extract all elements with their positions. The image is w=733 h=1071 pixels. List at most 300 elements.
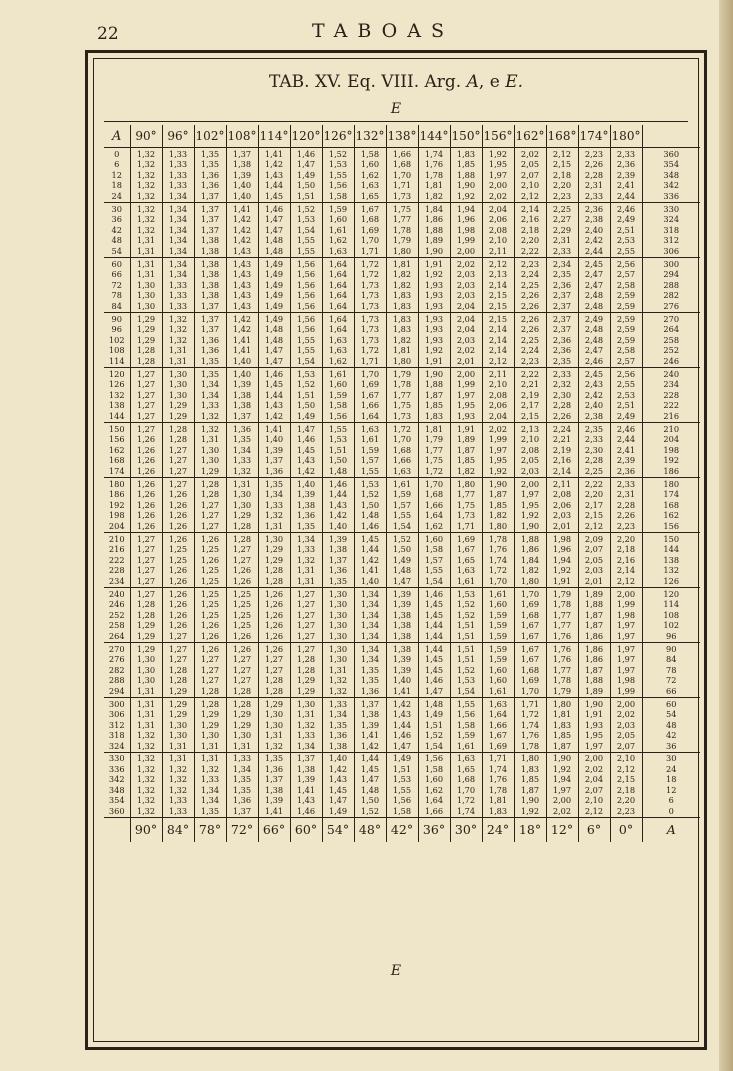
table-cell [546,148,578,203]
table-cell [610,698,642,753]
table-cell [130,258,162,313]
table-cell [290,533,322,588]
table-cell-text: 1,30 1,30 1,30 1,30 1,30 [328,588,348,641]
table-cell [482,533,514,588]
table-cell-text: 1,45 1,44 1,42 1,41 1,40 [360,533,380,586]
table-cell [290,203,322,258]
table-cell-text: 1,52 1,53 1,54 1,55 1,55 [296,203,316,256]
table-cell [162,698,194,753]
table-cell [418,423,450,478]
column-header: 108° [226,125,258,148]
table-cell [610,533,642,588]
table-cell [130,313,162,368]
table-cell [578,203,610,258]
table-cell-text: 1,80 1,77 1,75 1,73 1,71 [456,478,476,531]
column-header: 162° [514,125,546,148]
table-cell-text: 1,30 1,30 1,31 1,32 1,32 [328,643,348,696]
row-arg-left [104,203,130,258]
row-arg-right [642,698,700,753]
table-cell [578,313,610,368]
table-cell-text: 2,49 2,48 2,48 2,47 2,46 [584,313,604,366]
table-cell-text: 2,12 2,15 2,18 2,20 2,23 [552,148,572,201]
table-cell-text: 1,79 1,78 1,77 1,75 1,73 [392,368,412,421]
table-cell-text: 1,49 1,51 1,53 1,55 1,56 1,58 [392,753,412,816]
table-cell [130,643,162,698]
table-cell-text: 2,02 1,99 1,97 1,95 1,92 [488,423,508,476]
table-cell [226,478,258,533]
table-cell-text: 1,35 1,36 1,37 1,38 1,39 1,41 [264,753,284,816]
table-cell [482,258,514,313]
table-cell [610,203,642,258]
table-cell [482,753,514,818]
table-cell [130,148,162,203]
table-cell [514,478,546,533]
table-cell [386,478,418,533]
row-arg-left-text: 0 6 12 18 24 [111,148,122,201]
row-arg-right-text: 150 144 138 132 126 [663,533,680,586]
table-cell [610,588,642,643]
column-footer: 36° [418,817,450,842]
row-arg-left [104,313,130,368]
column-footer: 24° [482,817,514,842]
table-cell [290,698,322,753]
row-arg-left [104,588,130,643]
table-cell-text: 1,53 1,52 1,51 1,50 1,49 [296,368,316,421]
row-arg-left-text: 330 336 342 348 354 360 [108,753,125,816]
table-frame [85,50,707,1050]
table-cell-text: 1,90 1,88 1,87 1,85 1,83 [424,368,444,421]
table-cell [546,368,578,423]
table-cell [322,753,354,818]
row-arg-right [642,423,700,478]
table-cell [578,148,610,203]
row-arg-right [642,753,700,818]
table-cell [258,368,290,423]
table-cell [514,258,546,313]
table-cell-text: 2,33 2,31 2,28 2,26 2,23 [616,478,636,531]
table-cell [610,478,642,533]
table-cell [290,753,322,818]
table-cell-text: 1,31 1,31 1,30 1,30 1,30 [136,258,156,311]
table-cell [162,588,194,643]
table-cell-text: 1,26 1,27 1,27 1,27 1,28 [200,643,220,696]
table-cell [226,203,258,258]
table-inner-frame [93,58,699,1042]
table-cell [546,203,578,258]
table-cell [258,698,290,753]
table-cell-text: 2,37 2,37 2,36 2,36 2,35 [552,313,572,366]
table-cell-text: 1,61 1,59 1,57 1,55 1,54 [392,478,412,531]
column-footer: 84° [162,817,194,842]
table-cell [258,588,290,643]
table-cell [514,698,546,753]
table-cell-text: 1,27 1,26 1,26 1,26 1,26 [168,478,188,531]
table-cell [354,148,386,203]
table-cell-text: 2,04 2,06 2,08 2,10 2,11 [488,203,508,256]
table-cell-text: 1,75 1,77 1,78 1,79 1,80 [392,203,412,256]
table-cell-text: 1,32 1,32 1,32 1,32 1,32 1,32 [136,753,156,816]
row-arg-left [104,148,130,203]
table-cell-text: 1,25 1,25 1,25 1,26 1,26 [200,588,220,641]
column-header: 144° [418,125,450,148]
table-cell-text: 1,81 1,82 1,82 1,83 1,83 [392,258,412,311]
table-cell [226,533,258,588]
table-cell-text: 2,10 2,12 2,15 2,18 2,20 2,23 [616,753,636,816]
table-cell-text: 1,71 1,74 1,76 1,78 1,81 1,83 [488,753,508,816]
table-cell [418,258,450,313]
table-cell-text: 2,24 2,21 2,19 2,16 2,14 [552,423,572,476]
column-footer: 66° [258,817,290,842]
table-cell-text: 2,09 2,07 2,05 2,03 2,01 [584,533,604,586]
table-cell-text: 1,34 1,34 1,35 1,35 1,36 [360,643,380,696]
table-cell-text: 2,00 1,99 1,98 1,97 1,97 [616,588,636,641]
table-cell-text: 1,61 1,60 1,59 1,59 1,59 [488,588,508,641]
table-cell-text: 1,44 1,45 1,47 1,48 1,50 1,52 [360,753,380,816]
table-cell-text: 1,37 1,38 1,39 1,40 1,40 [232,148,252,201]
table-cell-text: 1,88 1,86 1,84 1,82 1,80 [520,533,540,586]
table-cell [130,478,162,533]
table-cell-text: 2,45 2,47 2,47 2,48 2,48 [584,258,604,311]
table-cell-text: 1,32 1,32 1,32 1,31 1,31 [136,203,156,256]
table-cell-text: 1,84 1,86 1,88 1,89 1,90 [424,203,444,256]
table-cell [258,423,290,478]
row-arg-left [104,478,130,533]
table-cell-text: 1,52 1,53 1,55 1,56 1,58 [328,148,348,201]
table-cell [354,478,386,533]
table-cell [482,313,514,368]
row-arg-right-text: 300 294 288 282 276 [663,258,680,311]
table-cell [322,148,354,203]
table-cell-text: 1,46 1,47 1,49 1,50 1,51 [296,148,316,201]
table-cell-text: 1,34 1,33 1,32 1,31 1,31 [296,533,316,586]
table-cell-text: 1,33 1,33 1,33 1,33 1,34 [168,148,188,201]
column-header: 180° [610,125,642,148]
corner-bottom-blank [104,817,130,842]
table-cell-text: 1,56 1,56 1,55 1,55 1,54 [296,313,316,366]
table-cell [546,478,578,533]
table-cell-text: 2,56 2,57 2,58 2,59 2,59 [616,258,636,311]
row-arg-left [104,533,130,588]
table-cell [386,588,418,643]
table-cell-text: 1,71 1,72 1,74 1,76 1,78 [520,698,540,751]
row-arg-right [642,533,700,588]
table-title [94,72,698,92]
table-cell-text: 1,41 1,42 1,42 1,42 1,43 [232,203,252,256]
column-footer: 6° [578,817,610,842]
row-arg-right-text: 90 84 78 72 66 [666,643,677,696]
table-cell [322,478,354,533]
table-cell [194,753,226,818]
table-row-block [104,698,700,753]
table-cell-text: 1,63 1,64 1,66 1,67 1,69 [488,698,508,751]
row-arg-right [642,588,700,643]
table-cell [546,258,578,313]
table-cell [578,258,610,313]
table-cell [194,588,226,643]
table-cell [578,478,610,533]
table-cell-text: 1,27 1,27 1,27 1,27 1,27 [296,588,316,641]
column-header: 96° [162,125,194,148]
table-cell-text: 1,29 1,30 1,30 1,31 1,32 [264,698,284,751]
table-cell [450,148,482,203]
table-cell [514,533,546,588]
column-footer: 18° [514,817,546,842]
table-cell [514,368,546,423]
table-cell-text: 1,55 1,53 1,51 1,50 1,48 [328,423,348,476]
table-cell [514,148,546,203]
table-cell-text: 2,46 2,49 2,51 2,53 2,55 [616,203,636,256]
column-header: 168° [546,125,578,148]
table-cell-text: 1,26 1,25 1,26 1,25 1,25 [200,533,220,586]
column-footer: 72° [226,817,258,842]
table-cell [162,423,194,478]
table-cell [610,148,642,203]
table-cell [322,313,354,368]
table-cell-text: 1,41 1,42 1,43 1,44 1,45 [264,148,284,201]
table-cell-text: 1,42 1,43 1,44 1,46 1,47 [392,698,412,751]
table-cell-text: 1,27 1,27 1,28 1,28 1,29 [168,643,188,696]
table-cell [514,643,546,698]
table-cell [610,643,642,698]
column-footer-row [104,817,700,842]
table-cell-text: 1,58 1,60 1,62 1,63 1,65 [360,148,380,201]
row-arg-right-text: 120 114 108 102 96 [663,588,680,641]
table-cell [386,533,418,588]
table-cell [578,533,610,588]
table-cell [546,753,578,818]
table-cell-text: 1,66 1,68 1,70 1,71 1,73 [392,148,412,201]
row-arg-right [642,478,700,533]
table-cell [290,588,322,643]
table-cell-text: 1,31 1,30 1,30 1,29 1,28 [232,478,252,531]
table-cell [418,368,450,423]
table-cell-text: 1,94 1,96 1,98 1,99 2,00 [456,203,476,256]
table-cell-text: 1,27 1,27 1,27 1,27 1,27 [136,368,156,421]
table-cell [482,203,514,258]
table-cell [130,423,162,478]
table-cell [322,258,354,313]
table-cell [514,203,546,258]
table-cell [386,643,418,698]
table-cell-text: 1,27 1,28 1,28 1,29 1,29 [136,588,156,641]
table-cell [290,643,322,698]
table-cell-text: 1,29 1,30 1,30 1,30 1,31 [136,643,156,696]
column-footer: 78° [194,817,226,842]
table-cell-text: 1,70 1,69 1,67 1,66 1,64 [360,368,380,421]
table-cell [290,313,322,368]
table-cell-text: 1,90 1,87 1,85 1,82 1,80 [488,478,508,531]
table-cell-text: 1,92 1,95 1,97 2,00 2,02 [488,148,508,201]
table-cell-text: 2,34 2,35 2,36 2,37 2,37 [552,258,572,311]
table-cell [258,258,290,313]
table-cell [418,313,450,368]
table-cell [130,368,162,423]
column-footer: 30° [450,817,482,842]
table-cell [226,643,258,698]
table-cell-text: 1,33 1,34 1,35 1,36 1,38 [328,698,348,751]
table-cell-text: 1,70 1,69 1,68 1,67 1,67 [520,588,540,641]
table-cell [322,588,354,643]
table-cell [386,368,418,423]
table-cell-text: 1,67 1,68 1,69 1,70 1,71 [360,203,380,256]
table-cell [194,478,226,533]
column-footer: 90° [130,817,162,842]
table-cell [450,698,482,753]
table-cell-text: 2,36 2,38 2,40 2,42 2,44 [584,203,604,256]
row-arg-left [104,753,130,818]
row-arg-left-text: 300 306 312 318 324 [108,698,125,751]
table-cell-text: 2,23 2,26 2,28 2,31 2,33 [584,148,604,201]
table-cell-text: 2,11 2,10 2,08 2,06 2,04 [488,368,508,421]
row-arg-right [642,368,700,423]
table-cell-text: 1,73 1,73 1,73 1,72 1,71 [360,313,380,366]
table-cell [482,368,514,423]
table-cell [194,148,226,203]
table-cell-text: 1,26 1,26 1,26 1,26 1,26 [136,478,156,531]
table-cell [258,148,290,203]
table-cell-text: 1,27 1,28 1,28 1,29 1,29 [296,643,316,696]
table-cell [226,148,258,203]
table-cell [290,423,322,478]
table-cell [418,698,450,753]
table-cell [226,698,258,753]
table-cell [354,643,386,698]
table-cell [514,423,546,478]
table-cell [610,313,642,368]
table-cell-text: 1,38 1,38 1,38 1,38 1,37 [200,258,220,311]
data-table [104,125,700,842]
table-cell [194,203,226,258]
table-cell [546,643,578,698]
table-cell [194,533,226,588]
table-cell [450,258,482,313]
table-cell-text: 1,26 1,26 1,26 1,26 1,26 [264,588,284,641]
table-row-block [104,313,700,368]
row-arg-right [642,203,700,258]
table-cell-text: 1,32 1,32 1,32 1,31 1,31 [168,313,188,366]
row-arg-left-text: 30 36 42 48 54 [111,203,122,256]
table-cell [418,148,450,203]
column-header: 126° [322,125,354,148]
table-cell-text: 2,22 2,21 2,19 2,17 2,15 [520,368,540,421]
table-cell [290,148,322,203]
column-footer: 54° [322,817,354,842]
column-header: 90° [130,125,162,148]
table-cell-text: 2,04 2,04 2,03 2,02 2,01 [456,313,476,366]
column-header: 102° [194,125,226,148]
table-title-sep: , e [478,72,500,92]
table-cell [546,423,578,478]
table-row-block [104,148,700,203]
table-cell-text: 2,35 2,33 2,30 2,28 2,25 [584,423,604,476]
table-cell [226,588,258,643]
table-cell [578,753,610,818]
row-arg-left-text: 150 156 162 168 174 [108,423,125,476]
table-cell [386,753,418,818]
row-arg-right-text: 240 234 228 222 216 [663,368,680,421]
table-cell [354,423,386,478]
table-cell [194,423,226,478]
table-cell [386,148,418,203]
row-arg-right-text: 60 54 48 42 36 [666,698,677,751]
table-cell-text: 1,39 1,39 1,38 1,38 1,38 [392,588,412,641]
table-cell [610,753,642,818]
table-cell-text: 1,26 1,25 1,25 1,26 1,26 [168,533,188,586]
table-cell [162,148,194,203]
table-cell [162,368,194,423]
table-cell [418,478,450,533]
table-cell-text: 1,49 1,49 1,49 1,49 1,49 [264,258,284,311]
table-cell-text: 1,30 1,31 1,32 1,33 1,34 [296,698,316,751]
table-cell-text: 1,91 1,92 1,93 1,93 1,93 [424,258,444,311]
table-cell-text: 1,36 1,35 1,34 1,33 1,32 [232,423,252,476]
row-arg-right-text: 210 204 198 192 186 [663,423,680,476]
table-cell [482,643,514,698]
table-cell-text: 1,46 1,45 1,44 1,43 1,42 [264,368,284,421]
table-cell [130,533,162,588]
table-cell-text: 1,97 1,97 1,97 1,98 1,99 [616,643,636,696]
table-cell-text: 1,26 1,26 1,26 1,26 1,27 [168,588,188,641]
row-arg-right [642,258,700,313]
table-cell [194,643,226,698]
table-cell-text: 1,80 1,83 1,85 1,87 1,90 1,92 [520,753,540,816]
table-cell-text: 1,29 1,29 1,30 1,30 1,31 [168,698,188,751]
table-cell-text: 2,45 2,43 2,42 2,40 2,38 [584,368,604,421]
column-footer: 48° [354,817,386,842]
table-cell [386,313,418,368]
table-cell-text: 1,93 1,93 1,93 1,92 1,91 [424,313,444,366]
table-cell-text: 1,25 1,25 1,25 1,25 1,26 [232,588,252,641]
table-cell [450,478,482,533]
table-cell-text: 2,25 2,27 2,29 2,31 2,33 [552,203,572,256]
row-arg-left-text: 210 216 222 228 234 [108,533,125,586]
row-arg-right [642,643,700,698]
table-body [104,148,700,818]
table-cell [482,478,514,533]
table-cell-text: 2,22 2,20 2,17 2,15 2,12 [584,478,604,531]
table-cell-text: 1,53 1,52 1,52 1,51 1,51 [456,588,476,641]
table-cell [162,478,194,533]
table-cell-text: 1,52 1,50 1,49 1,48 1,47 [392,533,412,586]
table-cell [130,203,162,258]
table-cell [386,258,418,313]
table-cell-text: 1,64 1,64 1,63 1,63 1,62 [328,313,348,366]
table-cell-text: 1,40 1,39 1,38 1,38 1,37 [232,368,252,421]
row-arg-left-text: 60 66 72 78 84 [111,258,122,311]
table-cell-text: 1,89 1,88 1,87 1,87 1,86 [584,588,604,641]
table-cell [418,753,450,818]
table-cell [610,368,642,423]
table-cell [610,258,642,313]
table-row-block [104,258,700,313]
row-arg-left [104,698,130,753]
row-arg-left [104,423,130,478]
row-arg-right [642,148,700,203]
table-cell [354,753,386,818]
running-head: TABOAS [312,20,454,42]
table-cell [290,478,322,533]
table-cell-text: 2,14 2,16 2,18 2,20 2,22 [520,203,540,256]
table-cell-text: 1,46 1,45 1,45 1,44 1,44 [424,588,444,641]
table-cell [162,203,194,258]
row-arg-right [642,313,700,368]
table-cell [610,423,642,478]
table-cell-text: 1,72 1,70 1,68 1,66 1,63 [392,423,412,476]
table-cell [322,643,354,698]
table-cell-text: 1,51 1,51 1,52 1,53 1,54 [456,643,476,696]
table-cell-text: 1,59 1,59 1,60 1,60 1,61 [488,643,508,696]
table-cell-text: 2,33 2,36 2,39 2,41 2,44 [616,148,636,201]
